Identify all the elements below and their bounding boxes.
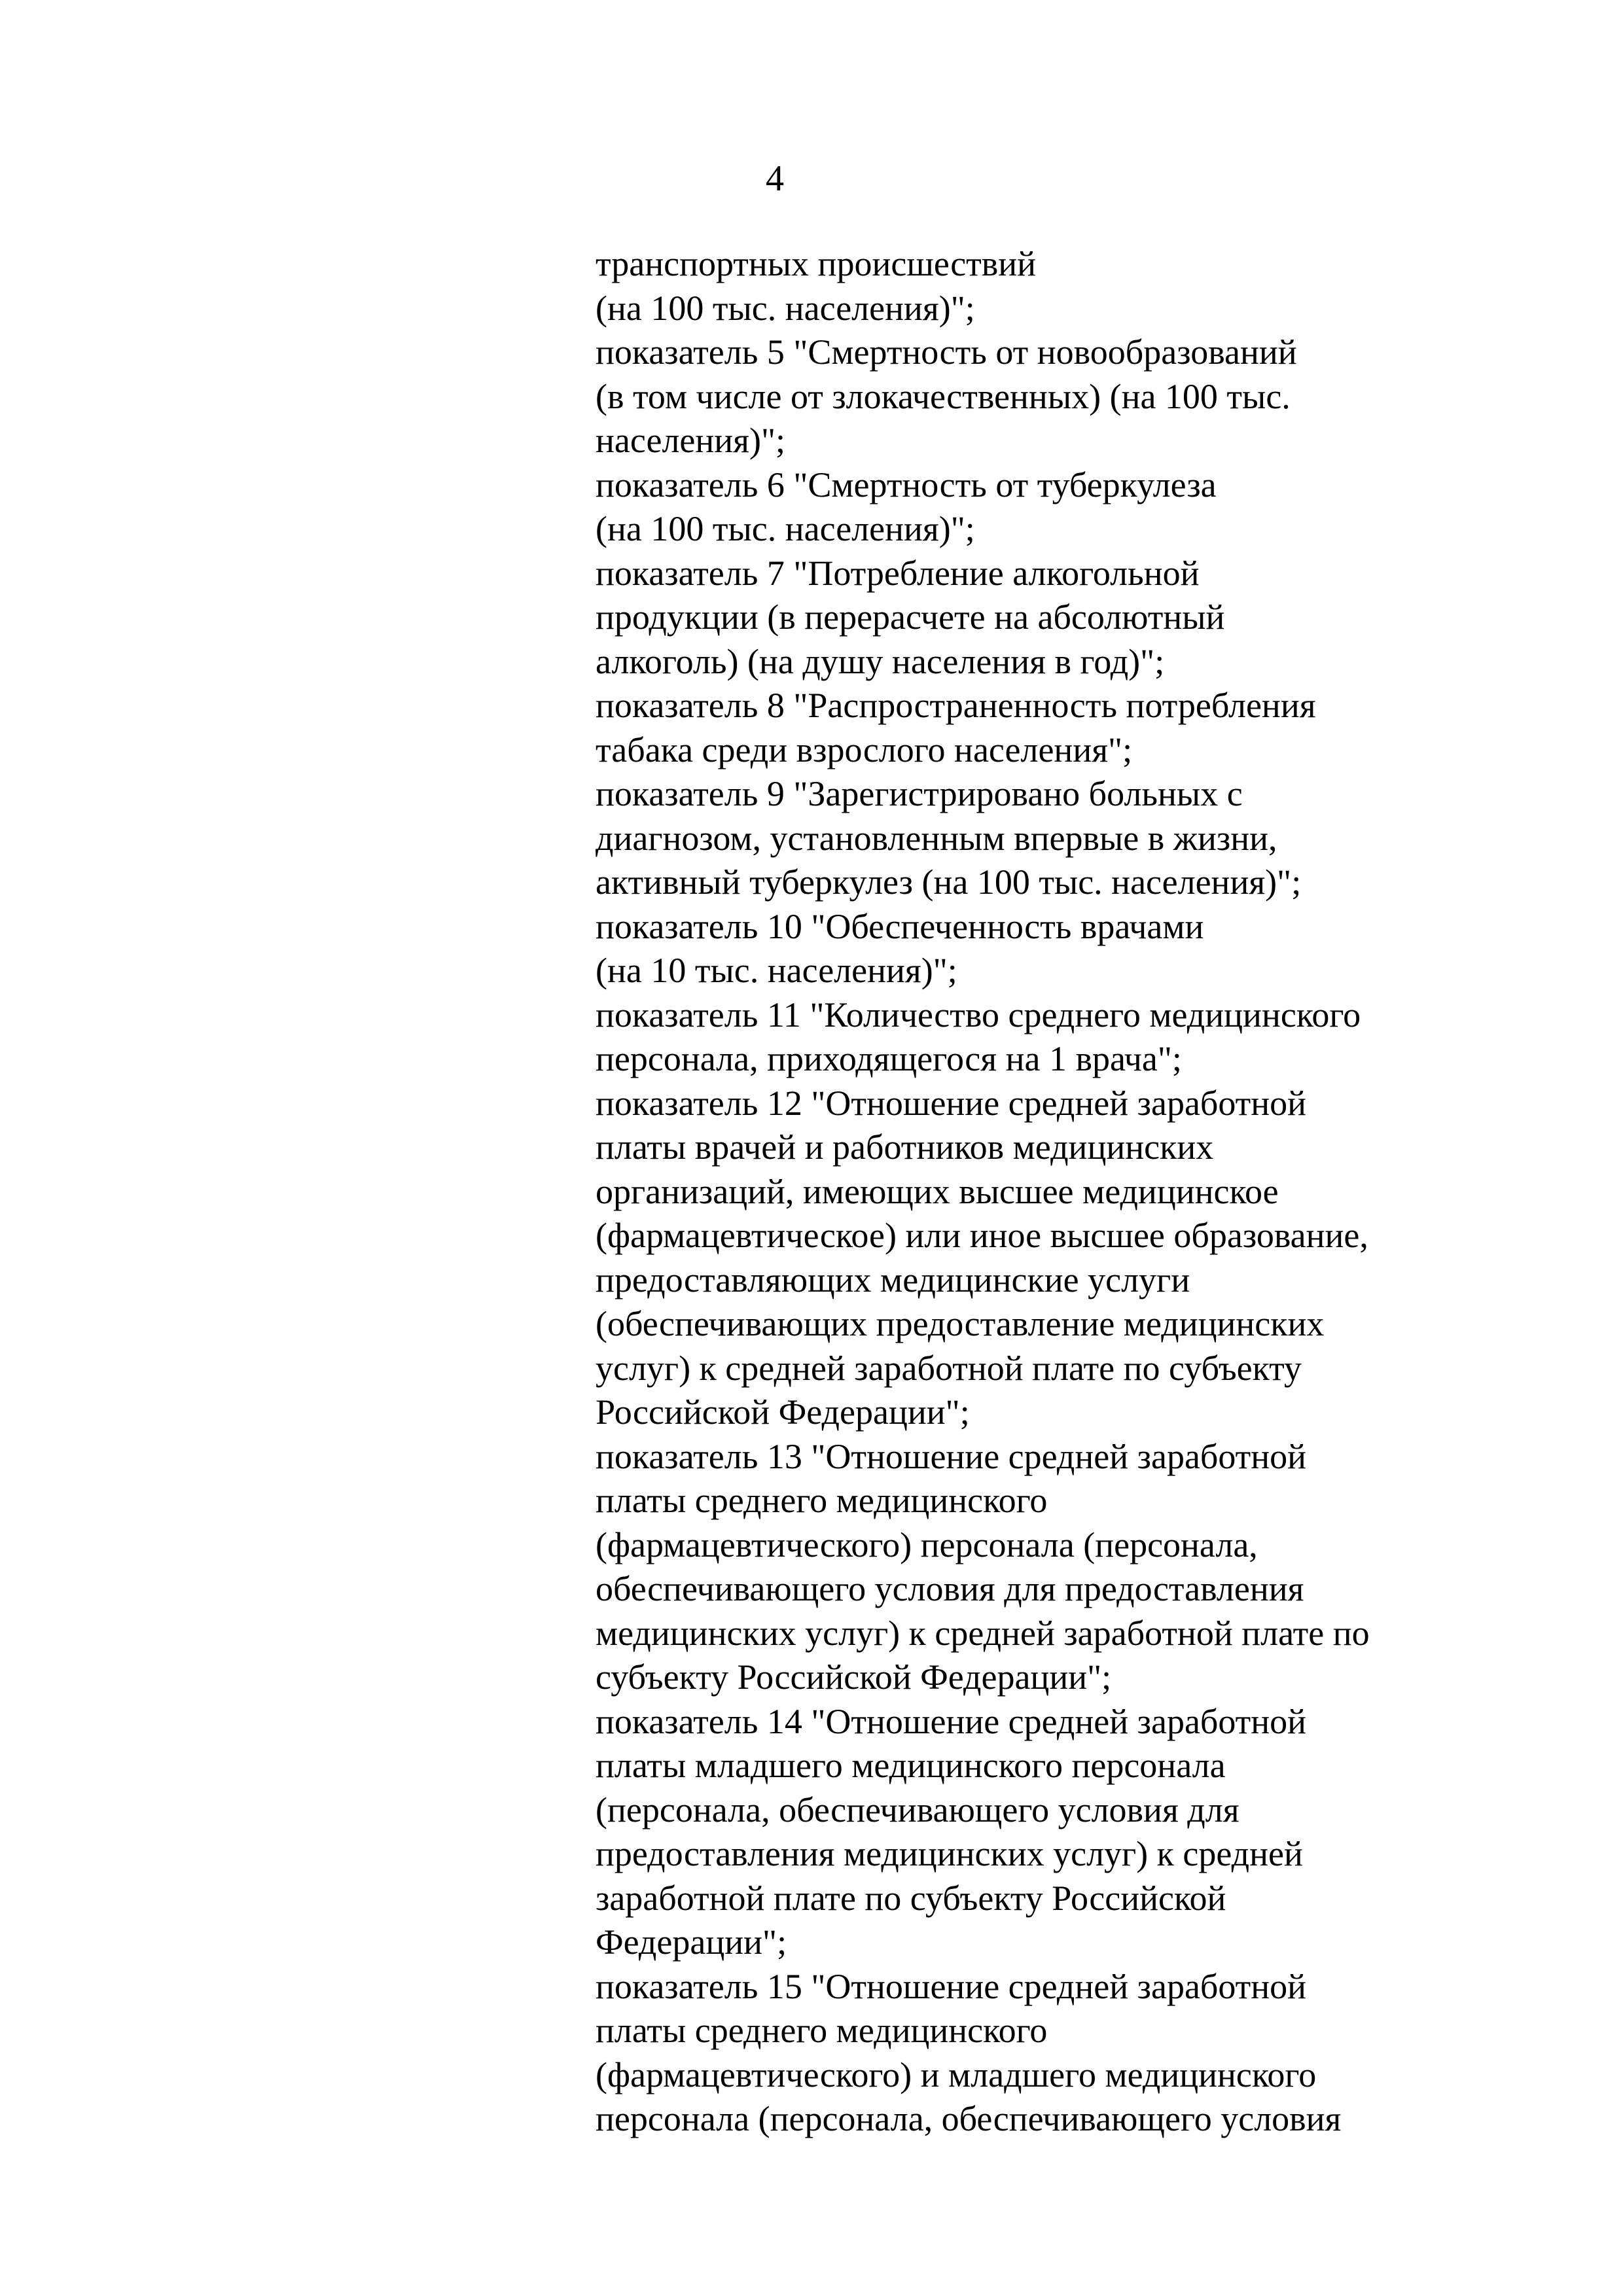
text-line: предоставления медицинских услуг) к средней [596,1834,1303,1873]
text-line: показатель 14 "Отношение средней заработной [596,1701,1307,1741]
text-line: персонала (персонала, обеспечивающего условия [596,2099,1342,2138]
text-line: показатель 15 "Отношение средней заработной [596,1966,1307,2006]
text-line: платы врачей и работников медицинских [596,1127,1214,1167]
text-line: показатель 7 "Потребление алкогольной [596,553,1200,593]
text-line: платы среднего медицинского [596,2011,1048,2050]
text-line: табака среди взрослого населения"; [596,730,1133,769]
text-line: (фармацевтического) и младшего медицинского [596,2055,1317,2094]
text-line: показатель 12 "Отношение средней заработной [596,1083,1307,1123]
text-line: услуг) к средней заработной плате по субъекту [596,1348,1302,1388]
text-line: продукции (в перерасчете на абсолютный [596,597,1225,637]
text-line: алкоголь) (на душу населения в год)"; [596,641,1165,681]
text-line: (на 100 тыс. населения)"; [596,288,975,328]
text-line: предоставляющих медицинские услуги [596,1260,1190,1299]
text-line: субъекту Российской Федерации"; [596,1657,1112,1697]
text-line: обеспечивающего условия для предоставления [596,1569,1304,1608]
text-line: Российской Федерации"; [596,1392,970,1432]
text-line: (персонала, обеспечивающего условия для [596,1790,1240,1829]
text-line: организаций, имеющих высшее медицинское [596,1171,1279,1211]
text-line: (фармацевтического) персонала (персонала, [596,1525,1258,1564]
text-line: персонала, приходящегося на 1 врача"; [596,1039,1182,1078]
document-body [596,242,1512,2142]
text-line: платы среднего медицинского [596,1481,1048,1520]
text-line: показатель 5 "Смертность от новообразований [596,332,1297,372]
text-line: Федерации"; [596,1922,787,1962]
page-number: 4 [766,158,784,199]
text-line: платы младшего медицинского персонала [596,1746,1226,1785]
text-line: показатель 9 "Зарегистрировано больных с [596,774,1243,813]
text-line: транспортных происшествий [596,244,1037,283]
text-line: населения)"; [596,421,786,460]
text-line: активный туберкулез (на 100 тыс. населения)"; [596,862,1302,902]
text-line: (обеспечивающих предоставление медицинских [596,1304,1325,1343]
text-line: диагнозом, установленным впервые в жизни, [596,818,1277,858]
text-line: показатель 10 "Обеспеченность врачами [596,906,1204,946]
text-line: показатель 11 "Количество среднего медицинского [596,995,1361,1034]
text-line: показатель 8 "Распространенность потребления [596,686,1316,725]
text-line: (на 10 тыс. населения)"; [596,951,957,990]
text-line: (фармацевтическое) или иное высшее образование, [596,1216,1368,1255]
text-line: (на 100 тыс. населения)"; [596,509,975,548]
text-line: показатель 13 "Отношение средней заработной [596,1436,1307,1476]
text-line: (в том числе от злокачественных) (на 100 тыс. [596,376,1291,416]
text-line: медицинских услуг) к средней заработной плате по [596,1613,1370,1653]
text-line: показатель 6 "Смертность от туберкулеза [596,465,1217,504]
text-line: заработной плате по субъекту Российской [596,1878,1226,1918]
